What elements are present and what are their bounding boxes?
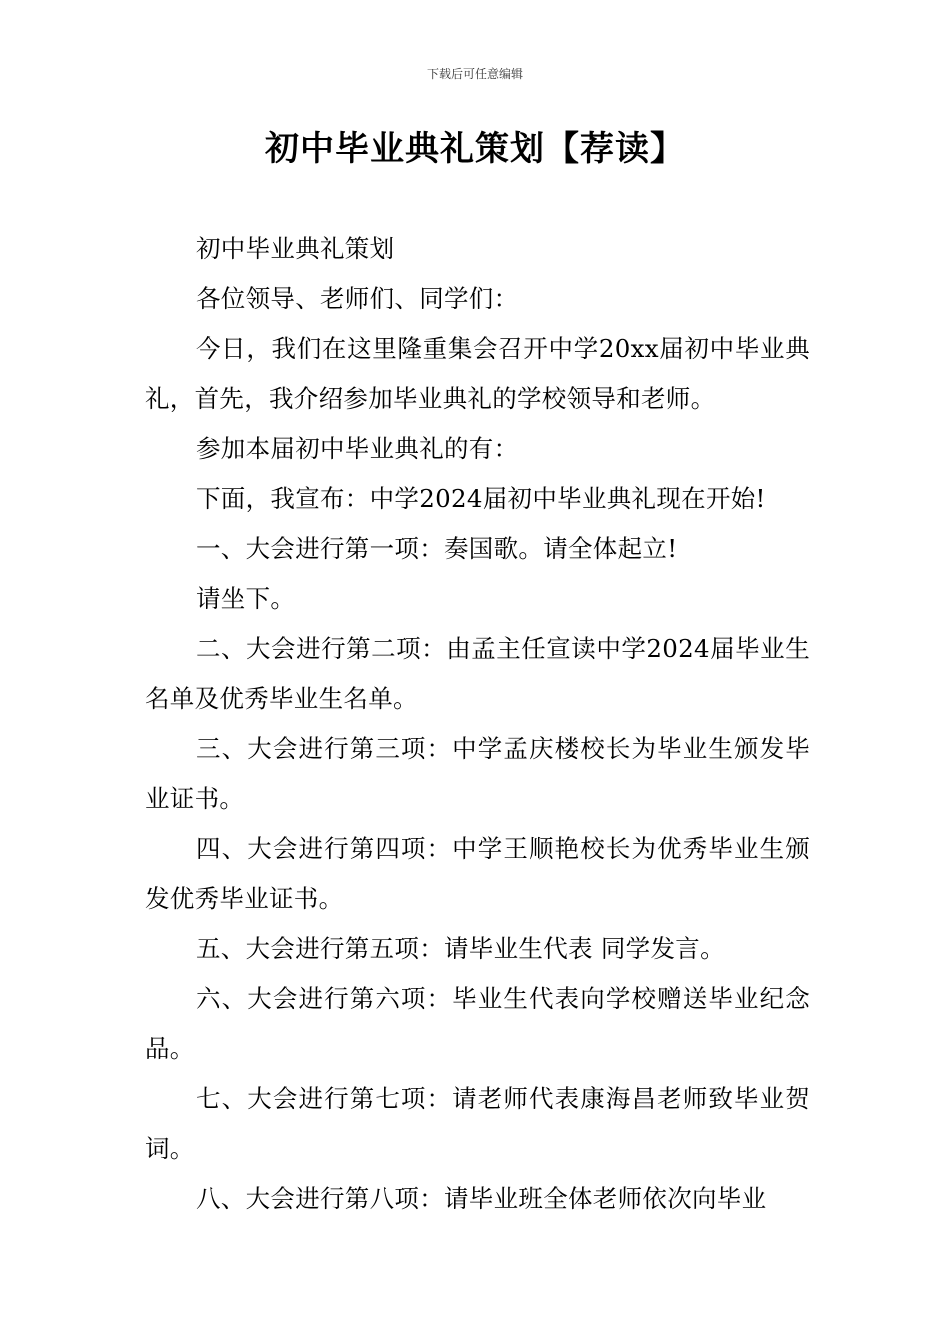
paragraph-opening: 今日，我们在这里隆重集会召开中学20xx届初中毕业典礼，首先，我介绍参加毕业典礼的学校领导和老师。 bbox=[145, 334, 810, 413]
paragraph-subtitle: 初中毕业典礼策划 bbox=[196, 234, 395, 263]
paragraph-announcement: 下面，我宣布：中学2024届初中毕业典礼现在开始! bbox=[196, 484, 766, 513]
paragraph-greeting: 各位领导、老师们、同学们： bbox=[196, 284, 519, 313]
document-body bbox=[145, 224, 810, 1224]
header-note: 下载后可任意编辑 bbox=[426, 67, 523, 81]
paragraph-item-7: 七、大会进行第七项：请老师代表康海昌老师致毕业贺词。 bbox=[145, 1084, 810, 1163]
paragraph-item-5: 五、大会进行第五项：请毕业生代表 同学发言。 bbox=[196, 934, 725, 963]
paragraph-item-8: 八、大会进行第八项：请毕业班全体老师依次向毕业 bbox=[196, 1184, 767, 1213]
paragraph-item-2: 二、大会进行第二项：由孟主任宣读中学2024届毕业生名单及优秀毕业生名单。 bbox=[145, 634, 810, 713]
paragraph-item-4: 四、大会进行第四项：中学王顺艳校长为优秀毕业生颁发优秀毕业证书。 bbox=[145, 834, 810, 913]
paragraph-item-6: 六、大会进行第六项：毕业生代表向学校赠送毕业纪念品。 bbox=[145, 984, 810, 1063]
paragraph-sit-down: 请坐下。 bbox=[196, 584, 296, 613]
paragraph-item-1: 一、大会进行第一项：奏国歌。请全体起立! bbox=[196, 534, 678, 563]
paragraph-attendees: 参加本届初中毕业典礼的有： bbox=[196, 434, 519, 463]
document-title: 初中毕业典礼策划【荐读】 bbox=[265, 129, 685, 169]
paragraph-item-3: 三、大会进行第三项：中学孟庆楼校长为毕业生颁发毕业证书。 bbox=[145, 734, 810, 813]
